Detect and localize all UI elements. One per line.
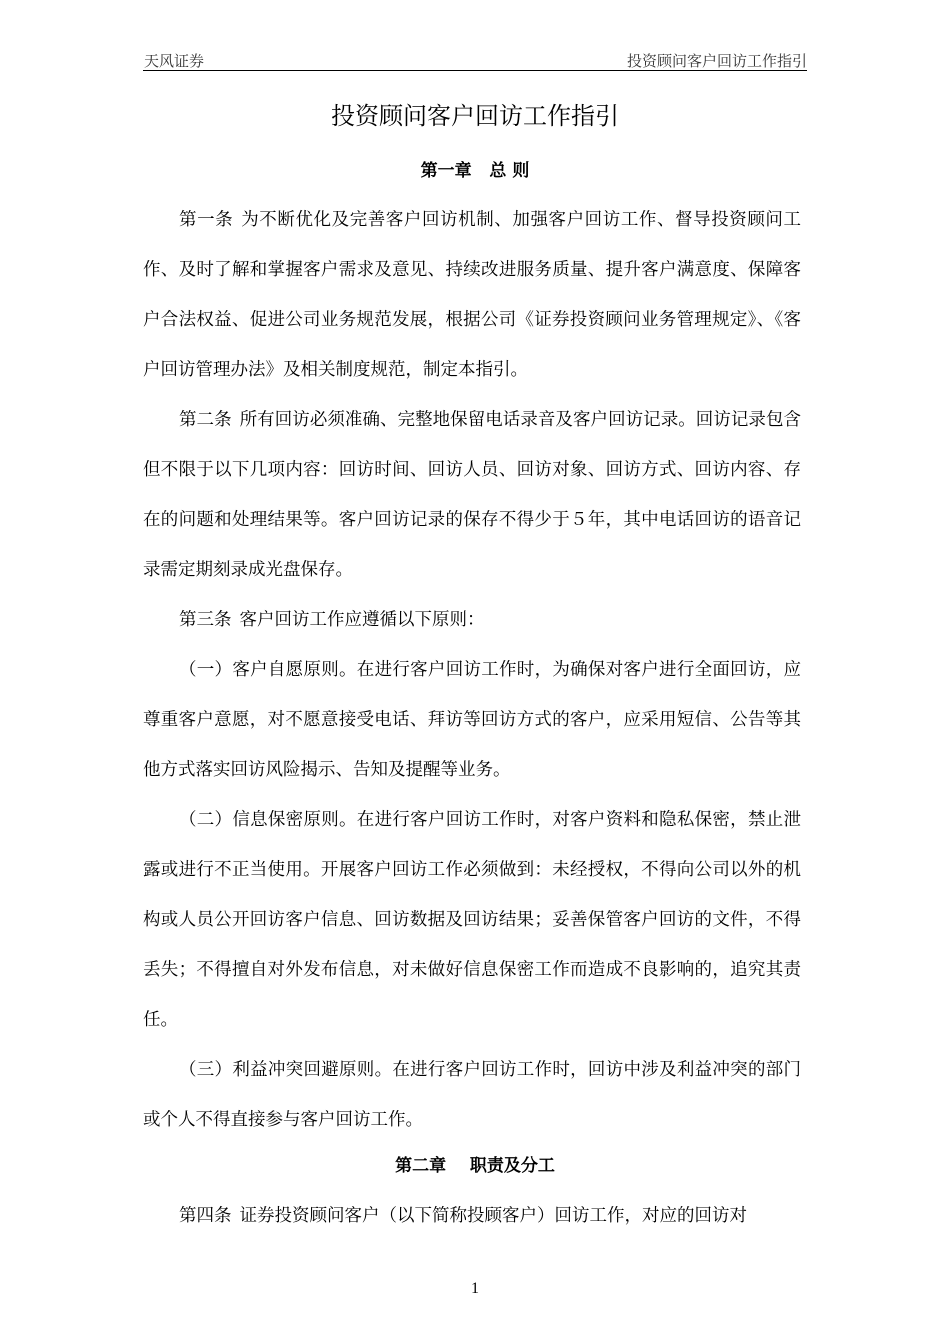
chapter-2-label: 第二章: [395, 1156, 447, 1176]
article-1-text: 为不断优化及完善客户回访机制、加强客户回访工作、督导投资顾问工作、及时了解和掌握客户需求及意见、持续改进服务质量、提升客户满意度、保障客户合法权益、促进公司业务规范发展，根据公司《证券投资顾问业务管理规定》、《客户回访管理办法》及相关制度规范，制定本指引。: [143, 210, 802, 380]
principle-1-text: （一）客户自愿原则。在进行客户回访工作时，为确保对客户进行全面回访，应尊重客户意愿，对不愿意接受电话、拜访等回访方式的客户，应采用短信、公告等其他方式落实回访风险揭示、告知及提醒等业务。: [143, 660, 801, 780]
principle-1: [143, 645, 801, 795]
article-2-number: 第二条: [179, 410, 232, 430]
article-4: [143, 1191, 801, 1241]
document-title: 投资顾问客户回访工作指引: [331, 102, 619, 130]
chapter-1-name: 总 则: [489, 161, 530, 181]
header-document-title: 投资顾问客户回访工作指引: [626, 52, 807, 70]
article-3-text: 客户回访工作应遵循以下原则：: [239, 610, 485, 630]
header-company: 天风证券: [144, 52, 205, 70]
chapter-1-label: 第一章: [420, 161, 472, 181]
article-1: [143, 195, 801, 395]
principle-3: [143, 1045, 801, 1145]
chapter-2-name: 职责及分工: [469, 1156, 555, 1176]
article-1-number: 第一条: [179, 210, 234, 230]
page-header: [143, 50, 807, 71]
article-2: [143, 395, 801, 595]
principle-2-text: （二）信息保密原则。在进行客户回访工作时，对客户资料和隐私保密，禁止泄露或进行不正当使用。开展客户回访工作必须做到：未经授权，不得向公司以外的机构或人员公开回访客户信息、回访数据及回访结果；妥善保管客户回访的文件，不得丢失；不得擅自对外发布信息，对未做好信息保密工作而造成不良影响的，追究其责任。: [143, 810, 801, 1030]
principle-3-text: （三）利益冲突回避原则。在进行客户回访工作时，回访中涉及利益冲突的部门或个人不得直接参与客户回访工作。: [143, 1060, 801, 1130]
article-4-number: 第四条: [179, 1206, 232, 1226]
chapter-2-heading: [0, 1153, 950, 1179]
article-4-text: 证券投资顾问客户（以下简称投顾客户）回访工作，对应的回访对: [239, 1206, 747, 1226]
chapter-1-heading: [0, 158, 950, 184]
page-number: 1: [471, 1280, 479, 1297]
article-3: [143, 595, 801, 645]
article-3-number: 第三条: [179, 610, 232, 630]
principle-2: [143, 795, 801, 1045]
article-2-text: 所有回访必须准确、完整地保留电话录音及客户回访记录。回访记录包含但不限于以下几项内容：回访时间、回访人员、回访对象、回访方式、回访内容、存在的问题和处理结果等。客户回访记录的保存不得少于５年，其中电话回访的语音记录需定期刻录成光盘保存。: [143, 410, 802, 580]
